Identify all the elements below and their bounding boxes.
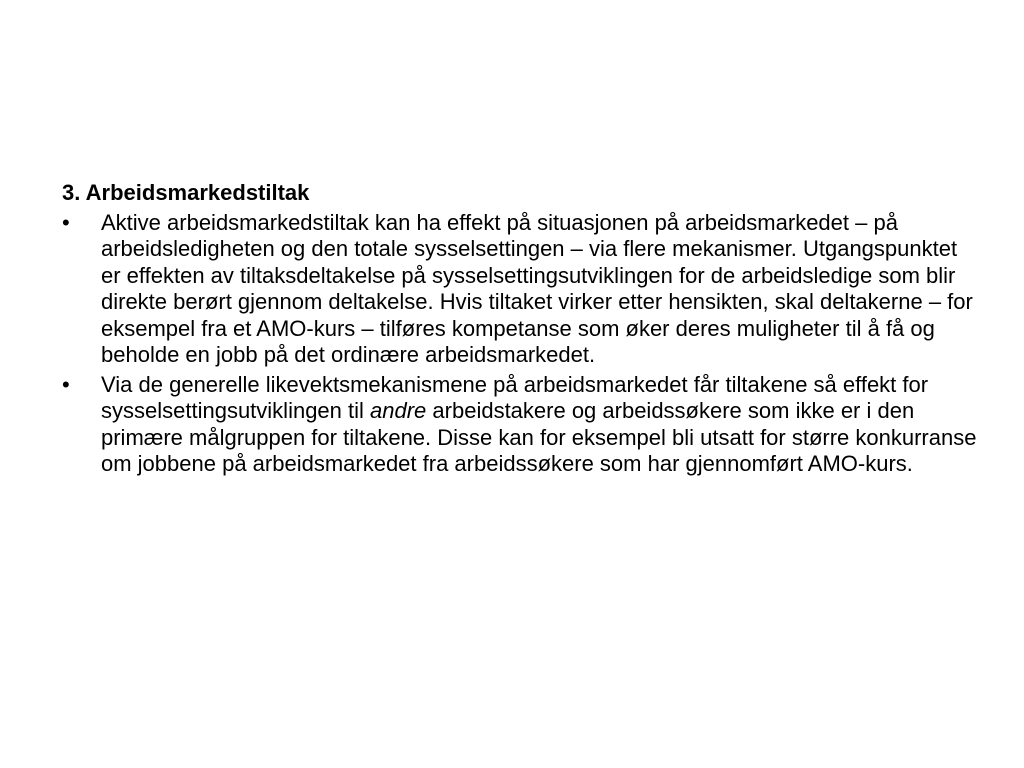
- bullet-item-2: [62, 372, 982, 478]
- section-heading: 3. Arbeidsmarkedstiltak: [62, 180, 310, 205]
- bullet-marker: •: [62, 371, 70, 397]
- bullet-text-2: [101, 372, 982, 478]
- slide-content: [62, 180, 982, 481]
- bullet-item-1: [62, 210, 982, 369]
- bullet-text-1: Aktive arbeidsmarkedstiltak kan ha effekt på situasjonen på arbeidsmarkedet – på arbeidsledigheten og den totale sysselsettingen – via flere mekanismer. Utgangspunktet er effekten av tiltaksdeltakelse på sysselsettingsutviklingen for de arbeidsledige som blir direkte berørt gjennom deltakelse. Hvis tiltaket virker etter hensikten, skal deltakerne – for eksempel fra et AMO-kurs – tilføres kompetanse som øker deres muligheter til å få og beholde en jobb på det ordinære arbeidsmarkedet.: [101, 209, 973, 367]
- bullet-text-2-italic: andre: [370, 398, 427, 423]
- bullet-text-2-part-1: Via de generelle likevektsmekanismene på arbeidsmarkedet får tiltakene så effekt for sysselsettingsutviklingen til: [101, 371, 929, 423]
- bullet-marker: •: [62, 209, 70, 235]
- bullet-text-2-part-2: arbeidstakere og arbeidssøkere som ikke er i den primære målgruppen for tiltakene. Disse kan for eksempel bli utsatt for større konkurranse om jobbene på arbeidsmarkedet fra arbeidssøkere som har gjennomført AMO-kurs.: [101, 398, 977, 476]
- bullet-list: [62, 210, 982, 478]
